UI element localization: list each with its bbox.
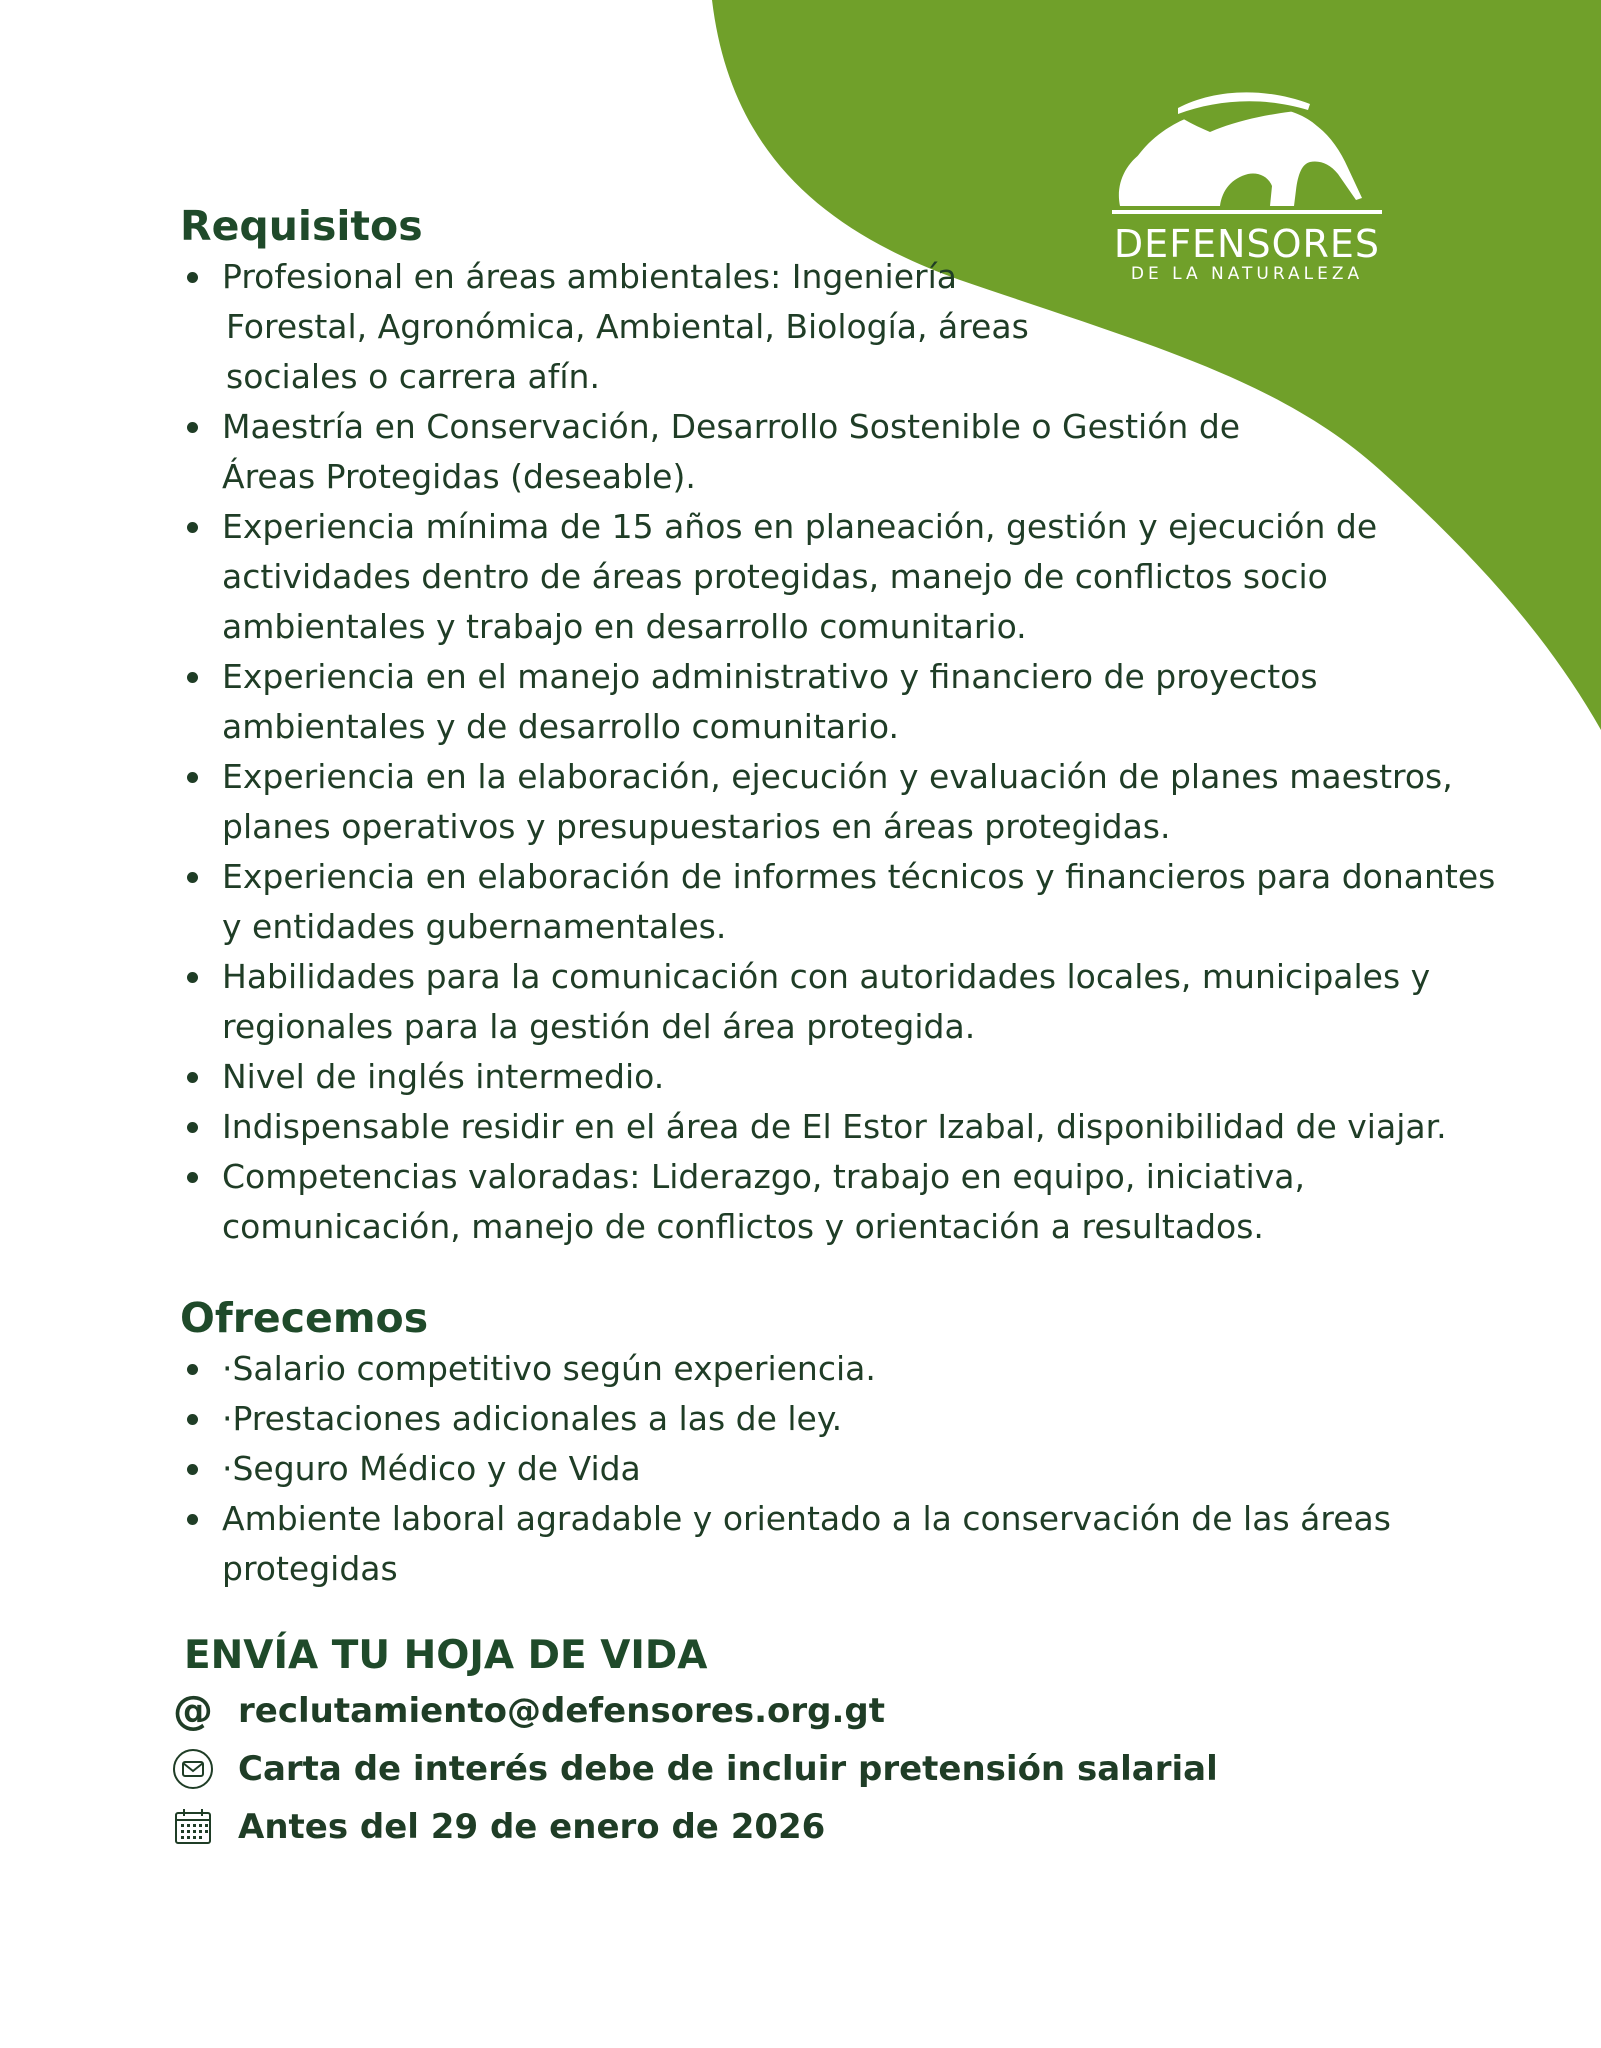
list-item-line: protegidas [222,1549,398,1588]
list-item [180,1052,1520,1102]
envia-section [173,1630,1520,1856]
salary-note: Carta de interés debe de incluir pretensión salarial [238,1749,1218,1789]
deadline-text: Antes del 29 de enero de 2026 [238,1807,826,1847]
list-item-line: Experiencia en elaboración de informes técnicos y financieros para donantes [222,857,1496,896]
envia-heading: ENVÍA TU HOJA DE VIDA [184,1633,708,1678]
list-item [180,252,1520,402]
requisitos-section [180,200,1520,1252]
list-item-line: Experiencia mínima de 15 años en planeación, gestión y ejecución de [222,507,1378,546]
list-item-line: Ambiente laboral agradable y orientado a la conservación de las áreas [222,1499,1391,1538]
list-item [180,652,1520,752]
list-item [180,952,1520,1052]
list-item-line: Profesional en áreas ambientales: Ingeniería [222,257,957,296]
job-posting-content [173,200,1520,1856]
list-item-line: Experiencia en la elaboración, ejecución y evaluación de planes maestros, [222,757,1453,796]
list-item-line: ambientales y trabajo en desarrollo comunitario. [222,607,1027,646]
email-link[interactable]: reclutamiento@defensores.org.gt [238,1691,885,1731]
list-item-line: planes operativos y presupuestarios en áreas protegidas. [222,807,1171,846]
list-item-line: Habilidades para la comunicación con autoridades locales, municipales y [222,957,1431,996]
list-item [180,1444,1520,1494]
email-row[interactable] [173,1682,1520,1740]
list-item-line: Áreas Protegidas (deseable). [222,457,696,496]
list-item [180,1344,1520,1394]
list-item [180,502,1520,652]
note-row [180,1740,1520,1798]
list-item-line: Forestal, Agronómica, Ambiental, Biología, áreas [226,307,1029,346]
ofrecemos-section [180,1292,1520,1594]
requisitos-heading: Requisitos [180,202,423,250]
list-item-line: Indispensable residir en el área de El Estor Izabal, disponibilidad de viajar. [222,1107,1447,1146]
ofrecemos-heading: Ofrecemos [180,1294,429,1342]
list-item-line: ambientales y de desarrollo comunitario. [222,707,899,746]
list-item-line: ·Seguro Médico y de Vida [222,1449,641,1488]
list-item-line: Competencias valoradas: Liderazgo, trabajo en equipo, iniciativa, [222,1157,1305,1196]
list-item [180,752,1520,852]
list-item [180,1152,1520,1252]
at-icon: @ [173,1688,213,1734]
list-item-line: sociales o carrera afín. [226,357,600,396]
ofrecemos-list [180,1344,1520,1594]
list-item-line: ·Salario competitivo según experiencia. [222,1349,876,1388]
requisitos-list [180,252,1520,1252]
list-item-line: ·Prestaciones adicionales a las de ley. [222,1399,843,1438]
list-item [180,1394,1520,1444]
list-item-line: comunicación, manejo de conflictos y orientación a resultados. [222,1207,1264,1246]
list-item [180,852,1520,952]
brand-name: DEFENSORES [1113,222,1381,266]
list-item-line: Maestría en Conservación, Desarrollo Sostenible o Gestión de [222,407,1241,446]
brand-tagline: DE LA NATURALEZA [1130,264,1364,284]
list-item [180,402,1520,502]
list-item-line: y entidades gubernamentales. [222,907,727,946]
list-item-line: actividades dentro de áreas protegidas, manejo de conflictos socio [222,557,1328,596]
list-item-line: Experiencia en el manejo administrativo y financiero de proyectos [222,657,1318,696]
deadline-row [180,1798,1520,1856]
list-item-line: Nivel de inglés intermedio. [222,1057,665,1096]
calendar-icon [170,1798,216,1856]
list-item [180,1102,1520,1152]
anteater-icon [1112,78,1382,218]
list-item [180,1494,1520,1594]
list-item-line: regionales para la gestión del área protegida. [222,1007,976,1046]
envelope-icon [170,1740,216,1798]
